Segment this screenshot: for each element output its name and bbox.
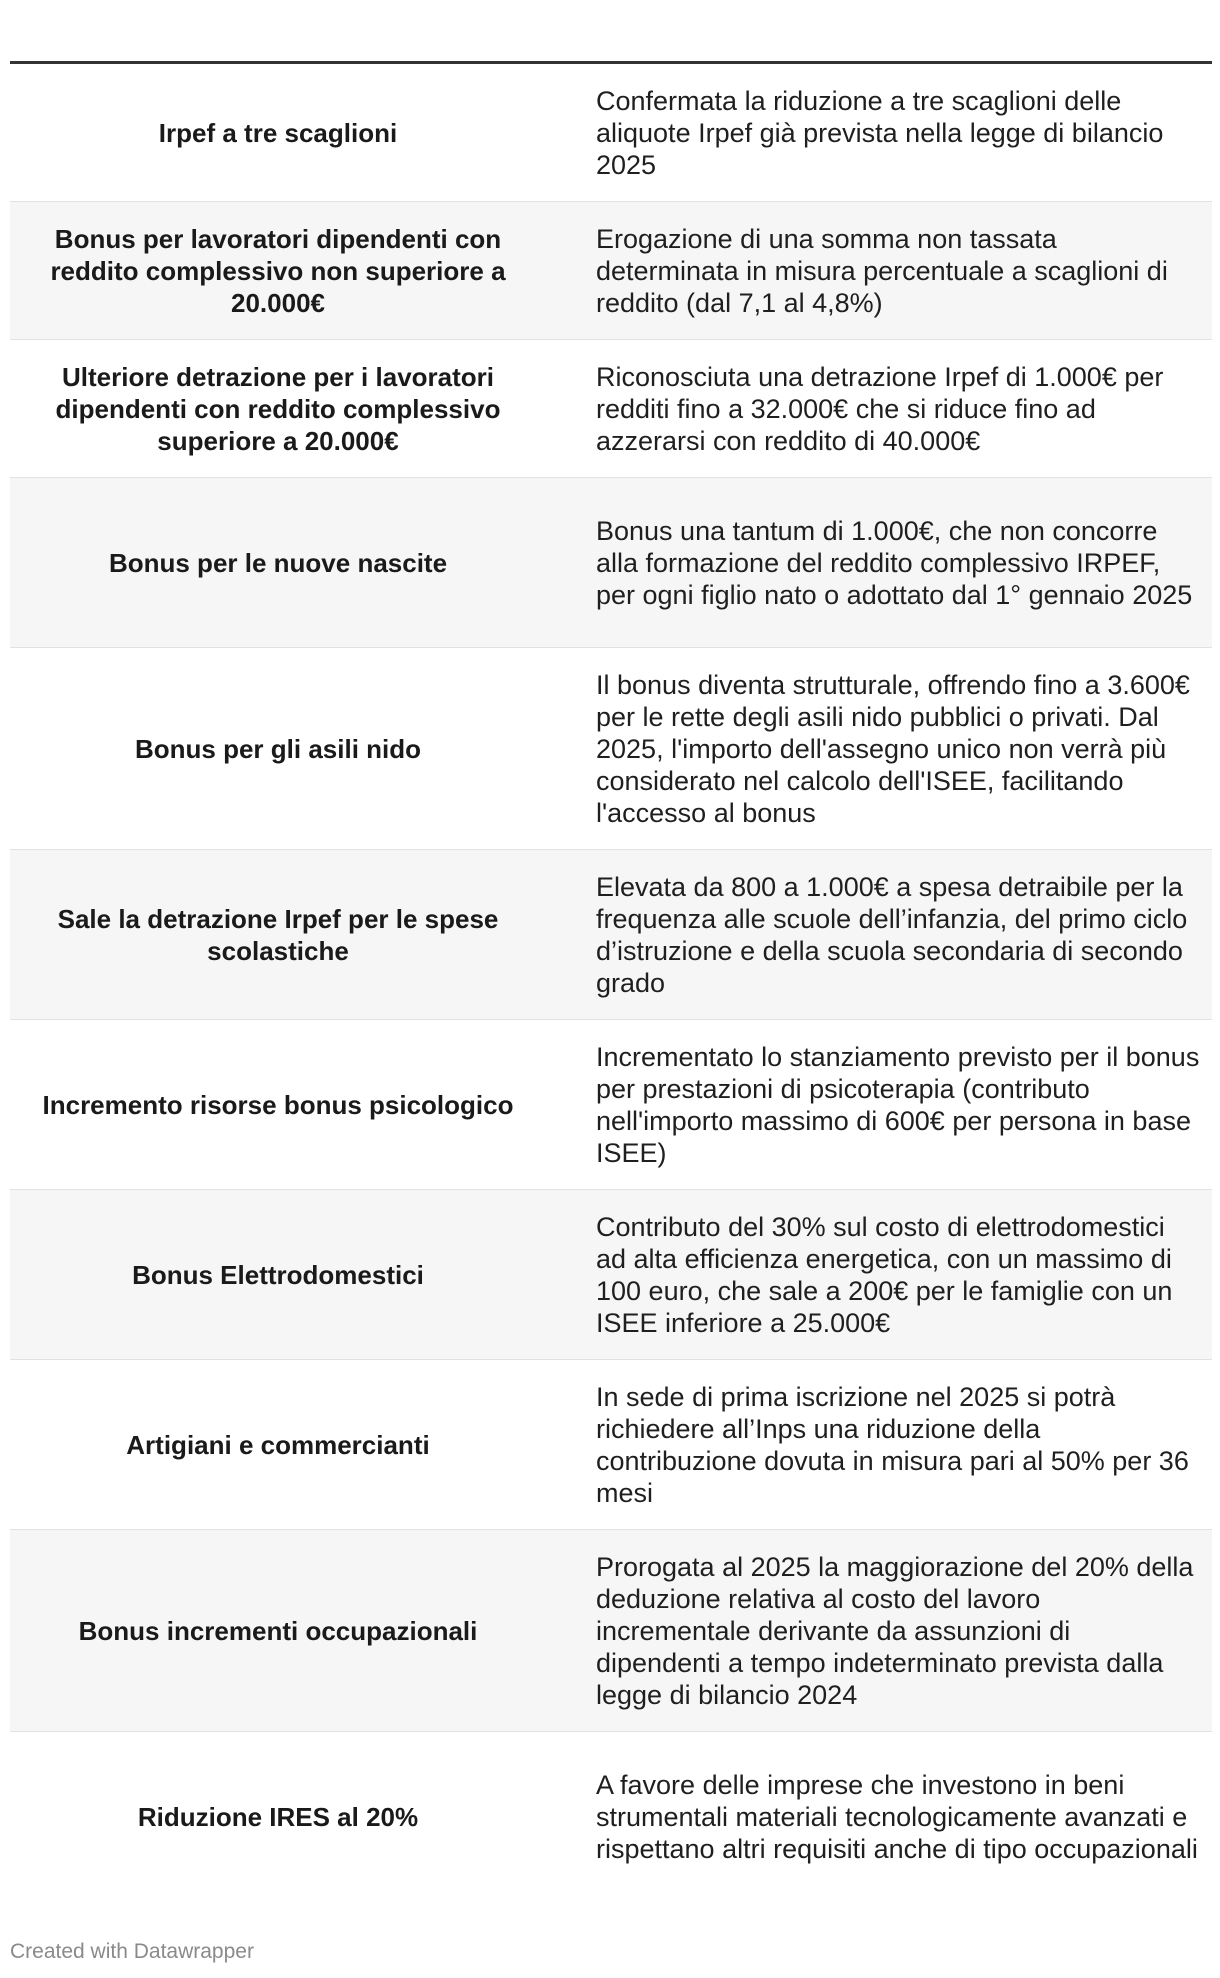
table-row [10, 202, 1212, 340]
row-label: Ulteriore detrazione per i lavoratori dipendenti con reddito complessivo superiore a 20.000€ [55, 361, 501, 456]
row-label: Sale la detrazione Irpef per le spese scolastiche [57, 903, 499, 966]
row-label: Artigiani e commercianti [126, 1429, 430, 1460]
row-description: A favore delle imprese che investono in beni strumentali materiali tecnologicamente avanzati e rispettano altri requisiti anche di tipo occupazionali [596, 1770, 1198, 1864]
row-description: Elevata da 800 a 1.000€ a spesa detraibile per la frequenza alle scuole dell’infanzia, del primo ciclo d’istruzione e della scuola secondaria di secondo grado [596, 871, 1188, 998]
row-description: Confermata la riduzione a tre scaglioni delle aliquote Irpef già prevista nella legge di bilancio 2025 [596, 85, 1164, 180]
table-row [10, 1020, 1212, 1190]
row-label: Bonus per gli asili nido [134, 733, 422, 764]
data-table [10, 61, 1212, 1902]
row-description: Erogazione di una somma non tassata determinata in misura percentuale a scaglioni di reddito (dal 7,1 al 4,8%) [596, 223, 1168, 318]
row-label: Bonus per le nuove nascite [108, 547, 448, 578]
row-description: In sede di prima iscrizione nel 2025 si potrà richiedere all’Inps una riduzione della contribuzione dovuta in misura pari al 50% per 36 mesi [596, 1381, 1189, 1508]
row-description: Riconosciuta una detrazione Irpef di 1.000€ per redditi fino a 32.000€ che si riduce fino ad azzerarsi con reddito di 40.000€ [596, 361, 1164, 456]
row-description: Prorogata al 2025 la maggiorazione del 20% della deduzione relativa al costo del lavoro incrementale derivante da assunzioni di dipendenti a tempo indeterminato prevista dalla legge di bilancio 2024 [596, 1551, 1194, 1710]
table-row [10, 648, 1212, 850]
row-description: Contributo del 30% sul costo di elettrodomestici ad alta efficienza energetica, con un massimo di 100 euro, che sale a 200€ per le famiglie con un ISEE inferiore a 25.000€ [596, 1211, 1173, 1338]
row-label: Incremento risorse bonus psicologico [42, 1089, 514, 1120]
table-row [10, 340, 1212, 478]
row-label: Bonus Elettrodomestici [132, 1259, 424, 1290]
row-label: Irpef a tre scaglioni [158, 117, 398, 148]
row-label: Bonus incrementi occupazionali [78, 1615, 478, 1646]
table-row [10, 1530, 1212, 1732]
table-row [10, 478, 1212, 648]
table-row [10, 1732, 1212, 1902]
row-description: Incrementato lo stanziamento previsto per il bonus per prestazioni di psicoterapia (contributo nell'importo massimo di 600€ per persona in base ISEE) [596, 1041, 1200, 1168]
row-description: Il bonus diventa strutturale, offrendo fino a 3.600€ per le rette degli asili nido pubblici o privati. Dal 2025, l'importo dell'assegno unico non verrà più considerato nel calcolo dell'ISEE, facilitando l'accesso al bonus [596, 669, 1190, 828]
table-row [10, 64, 1212, 202]
row-label: Bonus per lavoratori dipendenti con reddito complessivo non superiore a 20.000€ [50, 223, 506, 318]
row-description: Bonus una tantum di 1.000€, che non concorre alla formazione del reddito complessivo IRPEF, per ogni figlio nato o adottato dal 1° gennaio 2025 [596, 515, 1193, 610]
table-row [10, 850, 1212, 1020]
row-label: Riduzione IRES al 20% [137, 1802, 419, 1832]
table-row [10, 1360, 1212, 1530]
table-row [10, 1190, 1212, 1360]
datawrapper-credit[interactable]: Created with Datawrapper [10, 1940, 254, 1963]
